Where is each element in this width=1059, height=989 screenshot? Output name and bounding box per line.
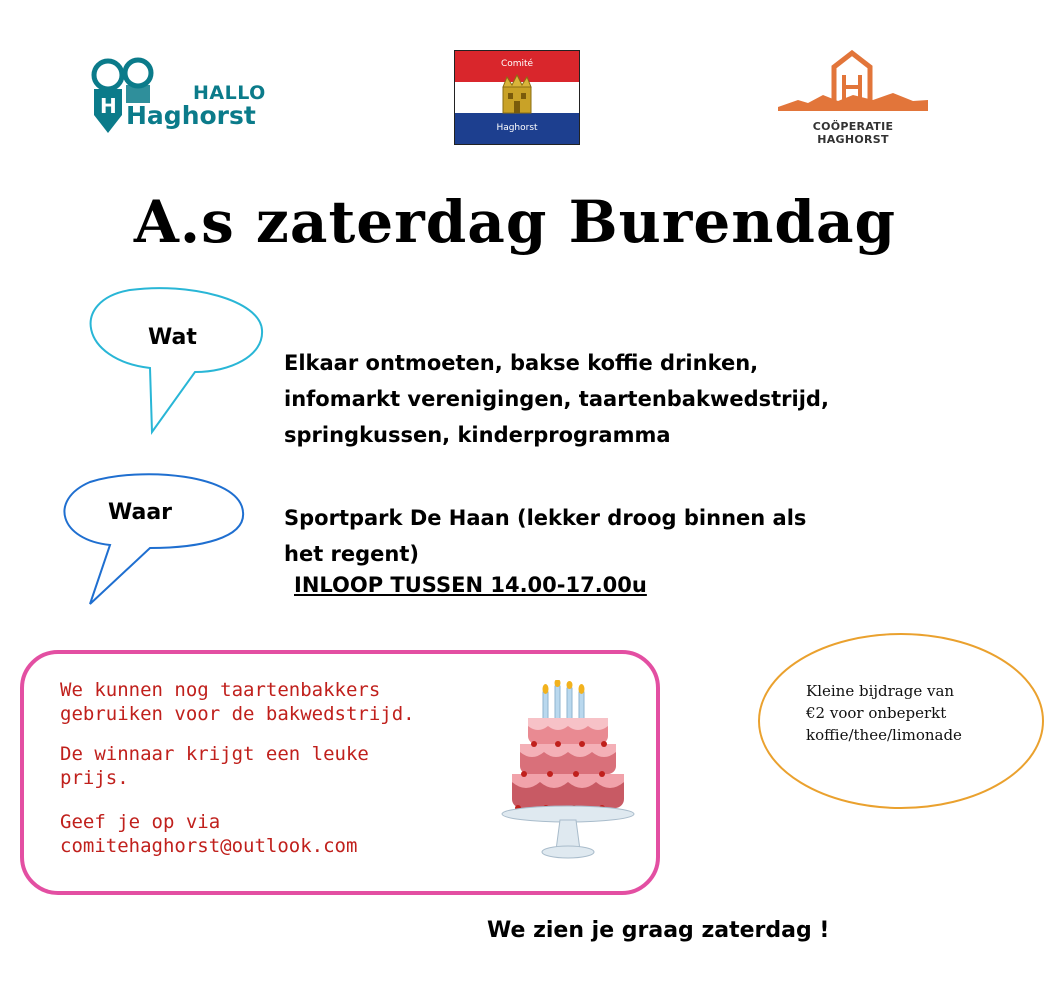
bakers-paragraph-2 — [60, 742, 520, 790]
waar-speech-bubble — [64, 474, 243, 604]
bakers-paragraph-3 — [60, 810, 520, 858]
hallo-logo-word: HALLO — [193, 82, 266, 104]
closing-message: We zien je graag zaterdag ! — [487, 918, 830, 943]
bakers-line: gebruiken voor de bakwedstrijd. — [60, 703, 415, 725]
contribution-line: Kleine bijdrage van — [806, 682, 955, 700]
contribution-line: €2 voor onbeperkt — [806, 704, 947, 722]
comite-label: Comité — [500, 59, 534, 69]
svg-text:H: H — [100, 94, 117, 118]
wat-line: Elkaar ontmoeten, bakse koffie drinken, — [284, 351, 759, 375]
crown-icon — [499, 73, 535, 117]
waar-description — [284, 500, 984, 572]
wat-description — [284, 345, 984, 453]
page-title: A.s zaterdag Burendag — [133, 188, 897, 256]
haghorst-logo-word: Haghorst — [126, 101, 256, 130]
birthday-cake-icon — [498, 680, 638, 870]
waar-line: Sportpark De Haan (lekker droog binnen als — [284, 506, 807, 530]
bakers-line: prijs. — [60, 767, 129, 789]
cooperatie-label: COÖPERATIE HAGHORST — [812, 120, 894, 146]
wat-line: infomarkt verenigingen, taartenbakwedstrijd, — [284, 387, 829, 411]
contribution-line: koffie/thee/limonade — [806, 726, 962, 744]
waar-label: Waar — [108, 500, 173, 525]
walk-in-time: INLOOP TUSSEN 14.00-17.00u — [294, 573, 647, 597]
comite-haghorst-flag-logo — [454, 50, 580, 145]
wat-line: springkussen, kinderprogramma — [284, 423, 671, 447]
contact-email[interactable]: comitehaghorst@outlook.com — [60, 835, 358, 857]
wat-speech-bubble — [91, 288, 262, 432]
comite-haghorst-label: Haghorst — [496, 123, 538, 133]
bakers-paragraph-1 — [60, 678, 520, 726]
bakers-line: De winnaar krijgt een leuke — [60, 743, 369, 765]
waar-line: het regent) — [284, 542, 420, 566]
wat-label: Wat — [148, 325, 197, 350]
bakers-line: We kunnen nog taartenbakkers — [60, 679, 381, 701]
contribution-note — [806, 680, 1006, 746]
bakers-line: Geef je op via — [60, 811, 221, 833]
